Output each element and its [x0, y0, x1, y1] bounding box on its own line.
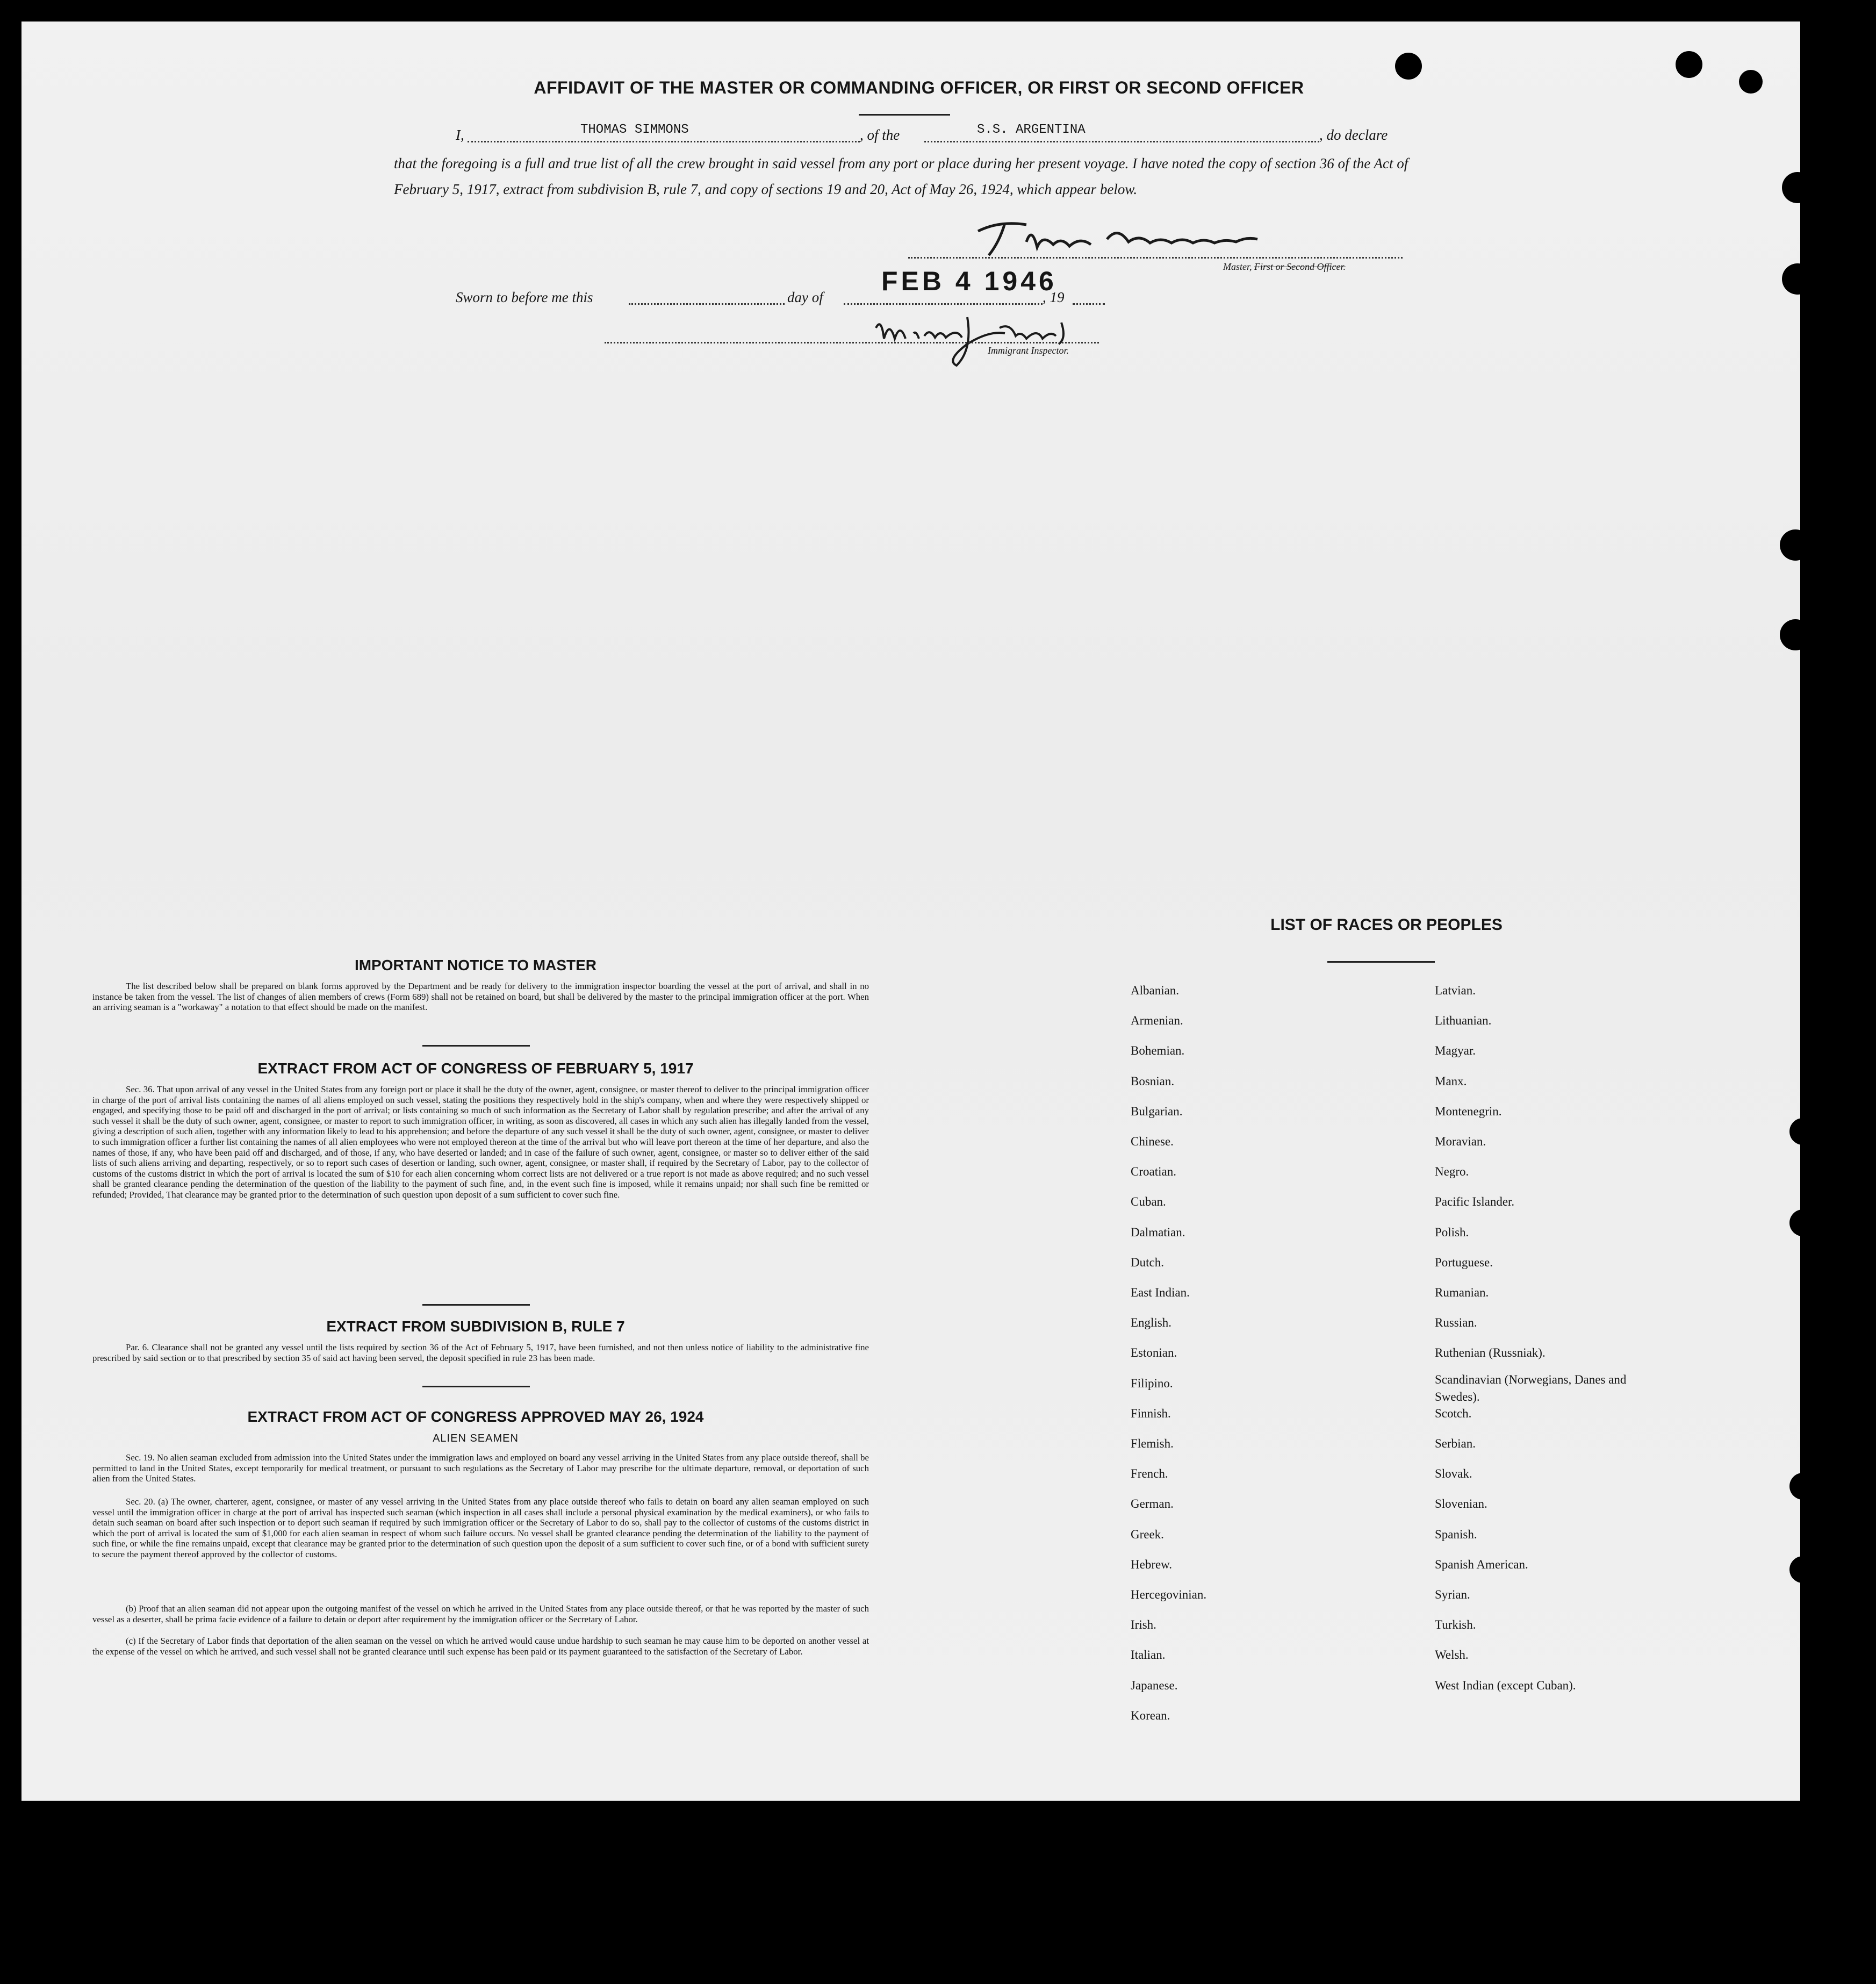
- sec19-text: Sec. 19. No alien seaman excluded from admission into the United States under the immigration laws and employed on board any vessel arriving in the United States from any place outside thereof, shall be permitted to land in the United States, except temporarily for medical treatment, or pursuant to such regulations as the Secretary of Labor may prescribe for the ultimate departure, removal, or deportation of such alien from the United States.: [92, 1452, 869, 1484]
- affidavit-title: AFFIDAVIT OF THE MASTER OR COMMANDING OFFICER, OR FIRST OR SECOND OFFICER: [534, 78, 1304, 97]
- punch-hole: [1739, 70, 1763, 94]
- race-item: East Indian.: [1131, 1286, 1190, 1299]
- rule7-text: Par. 6. Clearance shall not be granted any vessel until the lists required by section 36 of the Act of February 5, 1917, have been furnished, and not then unless notice of liability to the administrative fine prescribed by said section or to that prescribed by section 35 of said act having been served, the deposit specified in rule 23 has been made.: [92, 1342, 869, 1363]
- alien-seamen-subheading: ALIEN SEAMEN: [433, 1433, 519, 1444]
- do-declare-label: , do declare: [1319, 127, 1388, 143]
- dotted-line: [924, 141, 1319, 142]
- rule7-heading: EXTRACT FROM SUBDIVISION B, RULE 7: [326, 1318, 625, 1335]
- race-item: Manx.: [1435, 1074, 1467, 1088]
- punch-hole: [1782, 172, 1813, 203]
- vessel-name: S.S. ARGENTINA: [977, 123, 1086, 137]
- race-item: Turkish.: [1435, 1618, 1476, 1632]
- race-item: Ruthenian (Russniak).: [1435, 1346, 1546, 1360]
- dotted-line: [468, 141, 860, 142]
- races-title: LIST OF RACES OR PEOPLES: [1270, 916, 1503, 934]
- dotted-line: [1073, 303, 1105, 305]
- race-item: Armenian.: [1131, 1014, 1183, 1028]
- race-item: Estonian.: [1131, 1346, 1177, 1360]
- inspector-signature: [865, 306, 1091, 371]
- race-item: Finnish.: [1131, 1406, 1171, 1420]
- race-item: Japanese.: [1131, 1678, 1178, 1692]
- race-item: Moravian.: [1435, 1135, 1486, 1148]
- declaration-text: that the foregoing is a full and true list of all the crew brought in said vessel from any port or place during her present voyage. I have noted the copy of section 36 of the Act of February 5, 1917, extract from subdivision B, rule 7, and copy of sections 19 and 20, Act of May 26, 1924, which appear below.: [394, 155, 1408, 197]
- race-item: Russian.: [1435, 1316, 1477, 1330]
- dotted-line: [844, 303, 1043, 305]
- section-rule: [422, 1304, 530, 1306]
- race-item: Negro.: [1435, 1165, 1469, 1179]
- race-item: Bohemian.: [1131, 1044, 1185, 1058]
- year-label: , 19: [1043, 289, 1065, 305]
- race-item: Bosnian.: [1131, 1074, 1175, 1088]
- sworn-label: Sworn to before me this: [456, 289, 593, 305]
- race-item: Polish.: [1435, 1225, 1469, 1239]
- master-signature: [967, 215, 1268, 263]
- punch-hole: [1395, 53, 1422, 80]
- race-item: Slovak.: [1435, 1467, 1472, 1481]
- notice-text: The list described below shall be prepared on blank forms approved by the Department and be ready for delivery to the immigration inspector boarding the vessel at the port of arrival, and shall in no instance be taken from the vessel. The list of changes of alien members of crews (Form 689) shall not be retained on board, but shall be delivered by the master to the principal immigration officer at the port. When an arriving seaman is a "workaway" a notation to that effect should be made on the manifest.: [92, 981, 869, 1013]
- day-of-label: day of: [787, 289, 823, 305]
- punch-hole: [1676, 51, 1702, 78]
- dotted-line: [605, 342, 1099, 343]
- race-item: Magyar.: [1435, 1044, 1476, 1058]
- race-item: Lithuanian.: [1435, 1014, 1492, 1028]
- affidavit-I: I,: [456, 127, 464, 143]
- extract-1917-text: Sec. 36. That upon arrival of any vessel in the United States from any foreign port or place it shall be the duty of the owner, agent, consignee, or master thereof to deliver to the principal immigration officer in charge of the port of arrival lists containing the names of all aliens employed on such vessel, stating the positions they respectively hold in the ship's company, when and where they were respectively shipped or engaged, and specifying those to be paid off and discharged in the port of arrival; or lists containing so much of such information as the Secretary of Labor shall by regulation prescribe; and after the arrival of any such vessel it shall be the duty of such owner, agent, consignee, or master to report to such immigration officer, in writing, as soon as discovered, all cases in which any such alien has illegally landed from the vessel, giving a description of such alien, together with any information likely to lead to his apprehension; and before the departure of any such vessel it shall be the duty of such owner, agent, consignee, or master to deliver to such immigration officer a further list containing the names of all alien employees who were not employed thereon at the time of the arrival but who will leave port thereon at the time of her departure, and also the names of those, if any, who have been paid off and discharged, and of those, if any, who have deserted or landed; and in case of the failure of such owner, agent, consignee, or master so to deliver either of the said lists of such aliens arriving and departing, respectively, or so to report such cases of desertion or landing, such owner, agent, consignee, or master shall, if required by the Secretary of Labor, pay to the collector of customs of the customs district in which the port of arrival is located the sum of $10 for each alien concerning whom correct lists are not delivered or a true report is not made as above required; and no such vessel shall be granted clearance pending the determination of the question of the liability to the payment of such fine, and, in the event such fine is imposed, while it remains unpaid; nor shall such fine be remitted or refunded; Provided, That clearance may be granted prior to the determination of such question upon deposit of a sum sufficient to cover such fine.: [92, 1084, 869, 1200]
- scan-border: [0, 1801, 1876, 1984]
- race-item: Spanish American.: [1435, 1557, 1528, 1571]
- race-item: Cuban.: [1131, 1195, 1166, 1209]
- race-item: Serbian.: [1435, 1437, 1476, 1450]
- race-item: Welsh.: [1435, 1648, 1469, 1662]
- dotted-line: [629, 303, 785, 305]
- race-item: Syrian.: [1435, 1588, 1470, 1601]
- dotted-line: [908, 257, 1403, 259]
- race-item: Hebrew.: [1131, 1557, 1173, 1571]
- race-item: Slovenian.: [1435, 1497, 1487, 1511]
- extract-1917-heading: EXTRACT FROM ACT OF CONGRESS OF FEBRUARY 5, 1917: [257, 1060, 694, 1077]
- punch-hole: [1780, 529, 1811, 561]
- race-item: Scotch.: [1435, 1406, 1472, 1420]
- race-item: Rumanian.: [1435, 1286, 1489, 1299]
- master-name: THOMAS SIMMONS: [580, 123, 689, 137]
- sec20a-text: Sec. 20. (a) The owner, charterer, agent, consignee, or master of any vessel arriving in the United States from any place outside thereof who fails to detain on board any alien seaman employed on such vessel until the immigration officer in charge at the port of arrival has inspected such seaman (which inspection in all cases shall include a personal physical examination by the medical examiners), or who fails to detain such seaman on board after such inspection or to deport such seaman if required by such immigration officer or the Secretary of Labor to do so, shall pay to the collector of customs of the customs district in which the port of arrival is located the sum of $1,000 for each alien seaman in respect of whom such failure occurs. No vessel shall be granted clearance pending the determination of the liability to the payment of such fine, or while the fine remains unpaid, except that clearance may be granted prior to the determination of such question upon the deposit of a sum sufficient to cover such fine, or of a bond with sufficient surety to secure the payment thereof approved by the collector of customs.: [92, 1496, 869, 1559]
- of-the-label: , of the: [860, 127, 900, 143]
- race-item: Hercegovinian.: [1131, 1588, 1207, 1601]
- race-item: Spanish.: [1435, 1527, 1477, 1541]
- section-rule: [422, 1386, 530, 1387]
- date-stamp: FEB 4 1946: [881, 266, 1057, 296]
- extract-1924-heading: EXTRACT FROM ACT OF CONGRESS APPROVED MAY 26, 1924: [247, 1408, 704, 1425]
- race-item: Dalmatian.: [1131, 1225, 1185, 1239]
- race-item: Irish.: [1131, 1618, 1156, 1632]
- notice-heading: IMPORTANT NOTICE TO MASTER: [354, 957, 597, 973]
- title-rule: [859, 114, 950, 116]
- race-item: Latvian.: [1435, 984, 1476, 997]
- punch-hole: [1789, 1209, 1816, 1236]
- race-item: Flemish.: [1131, 1437, 1174, 1450]
- race-item: German.: [1131, 1497, 1174, 1511]
- race-item: Chinese.: [1131, 1135, 1174, 1148]
- race-item: West Indian (except Cuban).: [1435, 1678, 1576, 1692]
- punch-hole: [1789, 1118, 1816, 1145]
- officer-label: Master, First or Second Officer.: [1223, 261, 1346, 272]
- race-item: Italian.: [1131, 1648, 1166, 1662]
- punch-hole: [1780, 619, 1811, 650]
- race-item: Scandinavian (Norwegians, Danes and Swedes).: [1435, 1372, 1627, 1403]
- race-item: Dutch.: [1131, 1255, 1164, 1269]
- race-item: Pacific Islander.: [1435, 1195, 1515, 1209]
- punch-hole: [1789, 1473, 1816, 1500]
- race-item: Korean.: [1131, 1708, 1170, 1722]
- punch-hole: [1789, 1556, 1816, 1583]
- race-item: Portuguese.: [1435, 1255, 1493, 1269]
- section-rule: [422, 1045, 530, 1047]
- races-rule: [1327, 961, 1435, 963]
- race-item: Bulgarian.: [1131, 1104, 1183, 1118]
- race-item: French.: [1131, 1467, 1168, 1481]
- inspector-label: Immigrant Inspector.: [988, 345, 1069, 356]
- sec20b-text: (b) Proof that an alien seaman did not appear upon the outgoing manifest of the vessel on which he arrived in the United States from any place outside thereof, or that he was reported by the master of such vessel as a deserter, shall be prima facie evidence of a failure to detain or deport after requirement by the immigration officer or the Secretary of Labor.: [92, 1603, 869, 1624]
- race-item: Greek.: [1131, 1527, 1164, 1541]
- race-item: Albanian.: [1131, 984, 1180, 997]
- sec20c-text: (c) If the Secretary of Labor finds that deportation of the alien seaman on the vessel on which he arrived would cause undue hardship to such seaman he may cause him to be deported on another vessel at the expense of the vessel on which he arrived, and such vessel shall not be granted clearance until such expense has been paid or its payment guaranteed to the satisfaction of the Secretary of Labor.: [92, 1636, 869, 1657]
- punch-hole: [1782, 263, 1813, 295]
- race-item: English.: [1131, 1316, 1172, 1330]
- race-item: Croatian.: [1131, 1165, 1176, 1179]
- race-item: Filipino.: [1131, 1376, 1173, 1390]
- race-item: Montenegrin.: [1435, 1104, 1502, 1118]
